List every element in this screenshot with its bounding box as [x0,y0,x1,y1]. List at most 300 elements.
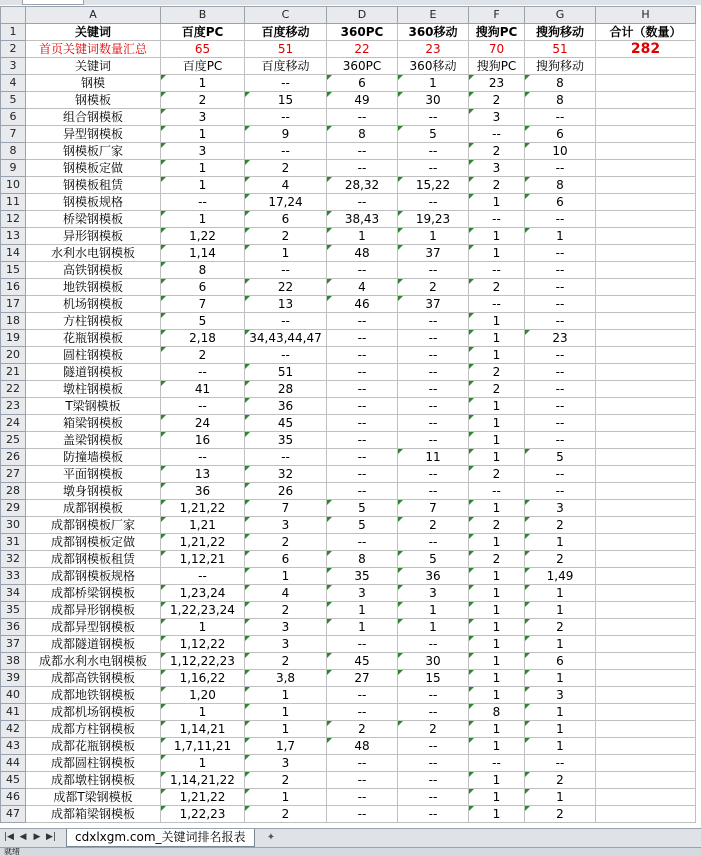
rank-cell[interactable]: 38,43 [327,211,398,228]
keyword-cell[interactable]: 成都箱梁钢模板 [26,806,161,823]
rank-cell[interactable]: 49 [327,92,398,109]
rank-cell[interactable]: 2 [161,92,245,109]
rank-cell[interactable]: 1 [469,687,525,704]
total-cell[interactable] [596,432,696,449]
total-cell[interactable] [596,687,696,704]
rank-cell[interactable]: 1 [525,789,596,806]
rank-cell[interactable]: 2 [525,806,596,823]
subheader-cell[interactable]: 搜狗PC [469,58,525,75]
row-number[interactable]: 14 [1,245,26,262]
last-sheet-button[interactable]: ▶| [46,832,56,842]
rank-cell[interactable]: 6 [525,653,596,670]
rank-cell[interactable]: -- [525,160,596,177]
rank-cell[interactable]: 3 [245,619,327,636]
rank-cell[interactable]: -- [398,789,469,806]
total-cell[interactable] [596,92,696,109]
total-cell[interactable] [596,449,696,466]
rank-cell[interactable]: -- [398,330,469,347]
rank-cell[interactable]: 1 [525,738,596,755]
keyword-cell[interactable]: 成都隧道钢模板 [26,636,161,653]
rank-cell[interactable]: -- [525,364,596,381]
keyword-cell[interactable]: 花瓶钢模板 [26,330,161,347]
rank-cell[interactable]: 3 [245,517,327,534]
rank-cell[interactable]: 23 [469,75,525,92]
total-cell[interactable] [596,262,696,279]
keyword-cell[interactable]: 水利水电钢模板 [26,245,161,262]
header-cell[interactable]: 百度PC [161,24,245,41]
rank-cell[interactable]: 3 [161,109,245,126]
keyword-cell[interactable]: 成都花瓶钢模板 [26,738,161,755]
rank-cell[interactable]: 1 [398,619,469,636]
keyword-cell[interactable]: 组合钢模板 [26,109,161,126]
keyword-cell[interactable]: 成都异形钢模板 [26,602,161,619]
rank-cell[interactable]: -- [327,704,398,721]
rank-cell[interactable]: 1,21,22 [161,789,245,806]
sheet-tab-active[interactable]: cdxlxgm.com_关键词排名报表 [66,829,255,847]
row-number[interactable]: 3 [1,58,26,75]
rank-cell[interactable]: 28 [245,381,327,398]
rank-cell[interactable]: 1 [327,619,398,636]
summary-cell[interactable]: 65 [161,41,245,58]
row-number[interactable]: 8 [1,143,26,160]
rank-cell[interactable]: 1 [469,194,525,211]
rank-cell[interactable]: -- [245,262,327,279]
total-cell[interactable] [596,738,696,755]
row-number[interactable]: 44 [1,755,26,772]
rank-cell[interactable]: 36 [398,568,469,585]
subheader-cell[interactable]: 360PC [327,58,398,75]
total-cell[interactable] [596,211,696,228]
rank-cell[interactable]: 32 [245,466,327,483]
total-cell[interactable] [596,806,696,823]
total-cell[interactable] [596,568,696,585]
rank-cell[interactable]: 36 [161,483,245,500]
rank-cell[interactable]: 2 [398,279,469,296]
rank-cell[interactable]: -- [245,347,327,364]
rank-cell[interactable]: 1,7 [245,738,327,755]
rank-cell[interactable]: 1 [469,534,525,551]
rank-cell[interactable]: 1 [469,806,525,823]
rank-cell[interactable]: 3,8 [245,670,327,687]
rank-cell[interactable]: 2 [525,551,596,568]
rank-cell[interactable]: -- [398,636,469,653]
rank-cell[interactable]: 1,21 [161,517,245,534]
rank-cell[interactable]: -- [327,415,398,432]
row-number[interactable]: 21 [1,364,26,381]
rank-cell[interactable]: 19,23 [398,211,469,228]
column-header-A[interactable]: A [26,7,161,24]
subheader-cell[interactable]: 关键词 [26,58,161,75]
rank-cell[interactable]: -- [525,415,596,432]
rank-cell[interactable]: 1 [469,245,525,262]
keyword-cell[interactable]: 成都桥梁钢模板 [26,585,161,602]
row-number[interactable]: 1 [1,24,26,41]
keyword-cell[interactable]: 异形钢模板 [26,228,161,245]
rank-cell[interactable]: 16 [161,432,245,449]
rank-cell[interactable]: 35 [327,568,398,585]
rank-cell[interactable]: 30 [398,653,469,670]
rank-cell[interactable]: -- [327,381,398,398]
keyword-cell[interactable]: 异型钢模板 [26,126,161,143]
rank-cell[interactable]: 6 [525,194,596,211]
rank-cell[interactable]: 4 [245,585,327,602]
rank-cell[interactable]: 2 [245,806,327,823]
rank-cell[interactable]: 1 [525,670,596,687]
total-cell[interactable] [596,313,696,330]
rank-cell[interactable]: -- [245,109,327,126]
column-header-F[interactable]: F [469,7,525,24]
rank-cell[interactable]: -- [398,109,469,126]
rank-cell[interactable]: -- [398,806,469,823]
rank-cell[interactable]: 2 [469,143,525,160]
column-header-B[interactable]: B [161,7,245,24]
keyword-cell[interactable]: 成都圆柱钢模板 [26,755,161,772]
rank-cell[interactable]: -- [245,449,327,466]
total-cell[interactable] [596,296,696,313]
rank-cell[interactable]: 8 [161,262,245,279]
rank-cell[interactable]: 5 [327,500,398,517]
rank-cell[interactable]: 1 [161,160,245,177]
rank-cell[interactable]: -- [398,483,469,500]
rank-cell[interactable]: 3 [398,585,469,602]
rank-cell[interactable]: 2 [469,381,525,398]
rank-cell[interactable]: 15,22 [398,177,469,194]
total-cell[interactable] [596,279,696,296]
rank-cell[interactable]: 51 [245,364,327,381]
rank-cell[interactable]: 1 [398,602,469,619]
rank-cell[interactable]: 1 [469,772,525,789]
rank-cell[interactable]: 5 [398,126,469,143]
rank-cell[interactable]: 8 [525,177,596,194]
header-cell[interactable]: 搜狗PC [469,24,525,41]
rank-cell[interactable]: 6 [245,211,327,228]
rank-cell[interactable]: -- [525,279,596,296]
rank-cell[interactable]: 1,22,23 [161,806,245,823]
total-cell[interactable] [596,670,696,687]
keyword-cell[interactable]: 钢模板规格 [26,194,161,211]
rank-cell[interactable]: -- [327,687,398,704]
rank-cell[interactable]: 2 [245,228,327,245]
rank-cell[interactable]: 1 [161,755,245,772]
keyword-cell[interactable]: 地铁钢模板 [26,279,161,296]
rank-cell[interactable]: -- [525,381,596,398]
rank-cell[interactable]: -- [469,483,525,500]
rank-cell[interactable]: 13 [161,466,245,483]
total-cell[interactable] [596,602,696,619]
keyword-cell[interactable]: 成都T梁钢模板 [26,789,161,806]
row-number[interactable]: 26 [1,449,26,466]
rank-cell[interactable]: 1 [327,228,398,245]
keyword-cell[interactable]: 成都钢模板定做 [26,534,161,551]
rank-cell[interactable]: 1 [469,415,525,432]
row-number[interactable]: 13 [1,228,26,245]
row-number[interactable]: 41 [1,704,26,721]
rank-cell[interactable]: 7 [398,500,469,517]
rank-cell[interactable]: 1 [469,398,525,415]
rank-cell[interactable]: 1 [327,602,398,619]
row-number[interactable]: 25 [1,432,26,449]
rank-cell[interactable]: 1 [245,721,327,738]
rank-cell[interactable]: 1 [525,534,596,551]
rank-cell[interactable]: -- [327,364,398,381]
row-number[interactable]: 15 [1,262,26,279]
rank-cell[interactable]: -- [525,432,596,449]
rank-cell[interactable]: -- [327,432,398,449]
header-cell[interactable]: 百度移动 [245,24,327,41]
row-number[interactable]: 9 [1,160,26,177]
rank-cell[interactable]: 8 [525,92,596,109]
rank-cell[interactable]: 34,43,44,47 [245,330,327,347]
total-cell[interactable] [596,415,696,432]
row-number[interactable]: 47 [1,806,26,823]
summary-cell[interactable]: 51 [525,41,596,58]
keyword-cell[interactable]: 防撞墙模板 [26,449,161,466]
rank-cell[interactable]: 10 [525,143,596,160]
header-cell[interactable]: 搜狗移动 [525,24,596,41]
row-number[interactable]: 38 [1,653,26,670]
rank-cell[interactable]: 2 [245,772,327,789]
header-cell[interactable]: 关键词 [26,24,161,41]
row-number[interactable]: 27 [1,466,26,483]
row-number[interactable]: 30 [1,517,26,534]
rank-cell[interactable]: -- [525,109,596,126]
rank-cell[interactable]: 26 [245,483,327,500]
rank-cell[interactable]: -- [327,772,398,789]
rank-cell[interactable]: -- [327,313,398,330]
keyword-cell[interactable]: 桥梁钢模板 [26,211,161,228]
keyword-cell[interactable]: 盖梁钢模板 [26,432,161,449]
total-cell[interactable] [596,398,696,415]
keyword-cell[interactable]: 钢模板租赁 [26,177,161,194]
rank-cell[interactable]: -- [398,415,469,432]
keyword-cell[interactable]: 成都地铁钢模板 [26,687,161,704]
total-cell[interactable] [596,466,696,483]
rank-cell[interactable]: 1 [245,704,327,721]
rank-cell[interactable]: -- [327,194,398,211]
rank-cell[interactable]: 3 [525,500,596,517]
row-number[interactable]: 5 [1,92,26,109]
rank-cell[interactable]: -- [398,143,469,160]
rank-cell[interactable]: -- [327,262,398,279]
rank-cell[interactable]: 45 [245,415,327,432]
rank-cell[interactable]: 1,21,22 [161,534,245,551]
rank-cell[interactable]: -- [525,296,596,313]
rank-cell[interactable]: -- [525,262,596,279]
total-cell[interactable] [596,755,696,772]
rank-cell[interactable]: 45 [327,653,398,670]
rank-cell[interactable]: 1 [469,619,525,636]
column-header-D[interactable]: D [327,7,398,24]
column-header-G[interactable]: G [525,7,596,24]
rank-cell[interactable]: 1 [469,432,525,449]
rank-cell[interactable]: 1,21,22 [161,500,245,517]
keyword-cell[interactable]: 机场钢模板 [26,296,161,313]
rank-cell[interactable]: 2 [469,551,525,568]
keyword-cell[interactable]: 成都墩柱钢模板 [26,772,161,789]
row-number[interactable]: 20 [1,347,26,364]
rank-cell[interactable]: 1 [469,228,525,245]
keyword-cell[interactable]: 钢模 [26,75,161,92]
keyword-cell[interactable]: 成都钢模板厂家 [26,517,161,534]
keyword-cell[interactable]: 钢模板厂家 [26,143,161,160]
row-number[interactable]: 31 [1,534,26,551]
row-number[interactable]: 28 [1,483,26,500]
rank-cell[interactable]: 1 [469,330,525,347]
rank-cell[interactable]: 1 [525,636,596,653]
keyword-cell[interactable]: 圆柱钢模板 [26,347,161,364]
rank-cell[interactable]: 8 [327,126,398,143]
subheader-cell[interactable]: 360移动 [398,58,469,75]
row-number[interactable]: 17 [1,296,26,313]
rank-cell[interactable]: 5 [525,449,596,466]
rank-cell[interactable]: 5 [161,313,245,330]
rank-cell[interactable]: -- [161,568,245,585]
row-number[interactable]: 23 [1,398,26,415]
rank-cell[interactable]: 5 [398,551,469,568]
rank-cell[interactable]: -- [398,687,469,704]
keyword-cell[interactable]: 成都机场钢模板 [26,704,161,721]
first-sheet-button[interactable]: |◀ [4,832,14,842]
rank-cell[interactable]: 46 [327,296,398,313]
column-header-E[interactable]: E [398,7,469,24]
rank-cell[interactable]: 22 [245,279,327,296]
row-number[interactable]: 4 [1,75,26,92]
prev-sheet-button[interactable]: ◀ [19,832,27,842]
rank-cell[interactable]: -- [245,143,327,160]
rank-cell[interactable]: -- [398,313,469,330]
total-cell[interactable] [596,517,696,534]
summary-cell[interactable]: 70 [469,41,525,58]
total-cell[interactable] [596,636,696,653]
column-header-H[interactable]: H [596,7,696,24]
row-number[interactable]: 2 [1,41,26,58]
rank-cell[interactable]: 6 [245,551,327,568]
rank-cell[interactable]: 8 [525,75,596,92]
rank-cell[interactable]: 1 [469,789,525,806]
keyword-cell[interactable]: 钢模板 [26,92,161,109]
keyword-cell[interactable]: 墩柱钢模板 [26,381,161,398]
rank-cell[interactable]: 1,49 [525,568,596,585]
row-number[interactable]: 19 [1,330,26,347]
rank-cell[interactable]: 8 [469,704,525,721]
total-cell[interactable] [596,704,696,721]
rank-cell[interactable]: 1 [525,704,596,721]
rank-cell[interactable]: 1 [469,585,525,602]
rank-cell[interactable]: -- [327,789,398,806]
row-number[interactable]: 16 [1,279,26,296]
rank-cell[interactable]: 1 [245,789,327,806]
rank-cell[interactable]: -- [469,755,525,772]
rank-cell[interactable]: -- [525,245,596,262]
row-number[interactable]: 22 [1,381,26,398]
rank-cell[interactable]: 2 [469,92,525,109]
rank-cell[interactable]: -- [327,483,398,500]
keyword-cell[interactable]: 隧道钢模板 [26,364,161,381]
rank-cell[interactable]: -- [469,296,525,313]
rank-cell[interactable]: 13 [245,296,327,313]
rank-cell[interactable]: 1 [161,177,245,194]
keyword-cell[interactable]: 钢模板定做 [26,160,161,177]
rank-cell[interactable]: 2 [469,177,525,194]
rank-cell[interactable]: -- [327,755,398,772]
rank-cell[interactable]: 2 [525,619,596,636]
summary-cell[interactable]: 23 [398,41,469,58]
rank-cell[interactable]: -- [327,160,398,177]
keyword-cell[interactable]: 墩身钢模板 [26,483,161,500]
rank-cell[interactable]: 3 [161,143,245,160]
rank-cell[interactable]: -- [525,755,596,772]
next-sheet-button[interactable]: ▶ [33,832,41,842]
rank-cell[interactable]: 48 [327,738,398,755]
rank-cell[interactable]: 1,12,22,23 [161,653,245,670]
rank-cell[interactable]: 36 [245,398,327,415]
row-number[interactable]: 39 [1,670,26,687]
rank-cell[interactable]: -- [398,262,469,279]
rank-cell[interactable]: -- [525,347,596,364]
rank-cell[interactable]: -- [327,534,398,551]
row-number[interactable]: 24 [1,415,26,432]
rank-cell[interactable]: -- [398,347,469,364]
row-number[interactable]: 33 [1,568,26,585]
header-cell[interactable]: 合计（数量） [596,24,696,41]
rank-cell[interactable]: 1,14,21,22 [161,772,245,789]
workbook-tab-fragment[interactable] [22,0,84,5]
rank-cell[interactable]: 37 [398,296,469,313]
total-cell[interactable] [596,500,696,517]
rank-cell[interactable]: 2 [469,466,525,483]
total-cell[interactable] [596,194,696,211]
rank-cell[interactable]: 1,20 [161,687,245,704]
total-cell[interactable] [596,789,696,806]
rank-cell[interactable]: -- [327,398,398,415]
rank-cell[interactable]: 3 [245,636,327,653]
rank-cell[interactable]: -- [161,398,245,415]
total-cell[interactable] [596,534,696,551]
keyword-cell[interactable]: 箱梁钢模板 [26,415,161,432]
rank-cell[interactable]: 9 [245,126,327,143]
total-cell[interactable] [596,109,696,126]
rank-cell[interactable]: 1 [469,738,525,755]
rank-cell[interactable]: 1 [525,228,596,245]
rank-cell[interactable]: 2 [245,602,327,619]
rank-cell[interactable]: 2 [398,517,469,534]
rank-cell[interactable]: 1 [469,313,525,330]
rank-cell[interactable]: -- [398,160,469,177]
rank-cell[interactable]: -- [525,313,596,330]
rank-cell[interactable]: -- [245,75,327,92]
rank-cell[interactable]: -- [469,211,525,228]
total-cell[interactable] [596,772,696,789]
total-cell[interactable] [596,381,696,398]
total-cell[interactable] [596,143,696,160]
row-number[interactable]: 29 [1,500,26,517]
total-cell[interactable] [596,126,696,143]
total-cell[interactable] [596,228,696,245]
total-cell[interactable] [596,177,696,194]
rank-cell[interactable]: 6 [327,75,398,92]
rank-cell[interactable]: 30 [398,92,469,109]
total-cell[interactable] [596,653,696,670]
keyword-cell[interactable]: 平面钢模板 [26,466,161,483]
rank-cell[interactable]: 1,23,24 [161,585,245,602]
total-cell[interactable] [596,160,696,177]
rank-cell[interactable]: 1,12,22 [161,636,245,653]
row-number[interactable]: 10 [1,177,26,194]
rank-cell[interactable]: 1 [398,228,469,245]
summary-label[interactable]: 首页关键词数量汇总 [26,41,161,58]
rank-cell[interactable]: 1,16,22 [161,670,245,687]
rank-cell[interactable]: 1 [161,211,245,228]
